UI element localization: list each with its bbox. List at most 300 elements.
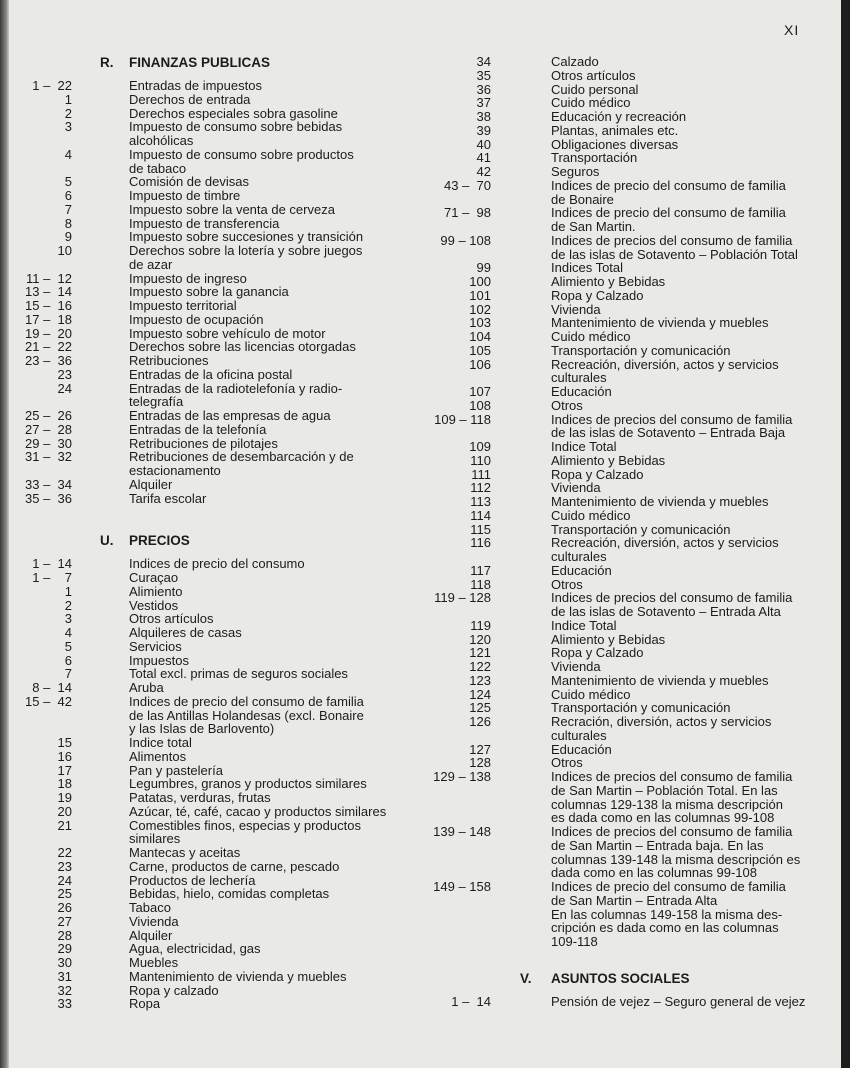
column-number: 23 xyxy=(57,366,72,382)
column-number: 39 xyxy=(476,122,491,138)
index-entry xyxy=(10,557,410,571)
column-number: 11 – 12 xyxy=(25,270,72,286)
index-entry xyxy=(10,492,410,506)
entry-description: Cuido médico xyxy=(551,507,631,523)
column-number: 16 xyxy=(57,748,72,764)
entry-description: Carne, productos de carne, pescado xyxy=(129,858,340,874)
index-entry xyxy=(420,591,812,619)
entry-description: Derechos especiales sobra gasoline xyxy=(129,105,338,121)
index-entry xyxy=(10,409,410,423)
entry-description: Vestidos xyxy=(129,597,179,613)
index-entry xyxy=(10,107,410,121)
section-heading-r xyxy=(10,55,410,71)
index-entry xyxy=(10,571,410,585)
column-number: 139 – 148 xyxy=(433,824,491,839)
section-title: ASUNTOS SOCIALES xyxy=(551,970,690,986)
entry-description: Indices de precios del consumo de familia de San Martin – Población Total. En las columnas 129-138 la misma descripción es dada como en las columnas 99-108 xyxy=(551,769,793,826)
entry-description: Derechos sobre las licencias otorgadas xyxy=(129,339,356,355)
index-entry xyxy=(10,120,410,148)
index-entry xyxy=(10,777,410,791)
entry-description: Indices de precio del consumo de familia de San Martin – Entrada Alta En las columnas 149-158 la misma des- cripción es dada como en las columnas 109-118 xyxy=(551,879,786,949)
column-number: 116 xyxy=(470,535,491,551)
entry-description: Derechos sobre la lotería y sobre juegos de azar xyxy=(129,243,363,272)
index-entry xyxy=(420,825,812,880)
index-entry xyxy=(10,626,410,640)
entry-description: Vivienda xyxy=(551,480,601,496)
index-entry xyxy=(10,695,410,736)
entry-description: Mantenimiento de vivienda y muebles xyxy=(551,672,769,688)
column-number: 5 xyxy=(64,638,72,654)
column-number: 110 xyxy=(470,452,491,468)
index-entry xyxy=(420,413,812,441)
entry-description: Aruba xyxy=(129,680,164,695)
index-entry xyxy=(420,536,812,564)
entry-description: Comestibles finos, especias y productos similares xyxy=(129,817,361,847)
column-number: 123 xyxy=(469,672,491,688)
index-entry xyxy=(420,358,812,386)
column-number: 71 – 98 xyxy=(444,205,491,221)
index-entry xyxy=(420,509,812,523)
index-entry xyxy=(420,55,812,69)
column-number: 115 xyxy=(470,521,491,537)
column-number: 15 – 42 xyxy=(25,693,72,709)
entry-description: Transportación y comunicación xyxy=(551,521,731,537)
entry-description: Educación xyxy=(551,384,612,399)
index-entry xyxy=(420,468,812,482)
entry-description: Indices de precio del consumo de familia de las Antillas Holandesas (excl. Bonaire y las Islas de Barlovento) xyxy=(129,693,364,737)
column-number: 41 xyxy=(476,150,491,166)
index-entry xyxy=(10,874,410,888)
entry-description: Indice Total xyxy=(551,439,617,454)
column-number: 117 xyxy=(470,562,491,578)
column-number: 29 xyxy=(57,941,72,957)
column-number: 9 xyxy=(64,229,72,245)
entry-description: Otros xyxy=(551,576,583,592)
entry-description: Cuido médico xyxy=(551,95,631,111)
index-entry xyxy=(420,995,812,1009)
entry-description: Indice Total xyxy=(551,617,617,633)
index-entry xyxy=(10,313,410,327)
column-number: 109 – 118 xyxy=(434,411,491,427)
column-number: 129 – 138 xyxy=(433,769,491,784)
index-entry xyxy=(420,481,812,495)
index-entry xyxy=(10,791,410,805)
index-entry xyxy=(420,688,812,702)
index-entry xyxy=(420,96,812,110)
index-entry xyxy=(10,640,410,654)
column-number: 1 xyxy=(64,583,72,599)
page-edge xyxy=(841,0,850,1068)
index-entry xyxy=(420,880,812,949)
index-entry xyxy=(420,316,812,330)
index-entry xyxy=(10,915,410,929)
column-number: 128 xyxy=(469,755,491,771)
column-number: 107 xyxy=(469,384,491,399)
index-entry xyxy=(10,929,410,943)
column-number: 114 xyxy=(470,507,491,523)
entry-description: Transportación xyxy=(551,150,638,166)
section-heading-u xyxy=(10,533,410,549)
section-title: PRECIOS xyxy=(129,533,190,549)
entry-description: Educación xyxy=(551,562,612,578)
column-number: 10 xyxy=(57,243,72,258)
index-entry xyxy=(420,83,812,97)
column-number: 126 xyxy=(469,714,491,729)
column-number: 122 xyxy=(469,659,491,674)
entry-description: Recreación, diversión, actos y servicios culturales xyxy=(551,535,779,564)
index-entry xyxy=(10,984,410,998)
entry-description: Impuesto sobre la ganancia xyxy=(129,284,289,300)
column-number: 23 xyxy=(57,858,72,874)
column-number: 99 – 108 xyxy=(440,232,491,248)
entry-description: Patatas, verduras, frutas xyxy=(129,790,271,805)
column-number: 35 xyxy=(476,67,491,83)
index-entry xyxy=(420,646,812,660)
index-entry xyxy=(10,423,410,437)
entry-description: Entradas de las empresas de agua xyxy=(129,408,331,423)
index-entry xyxy=(420,743,812,757)
entry-description: Indices Total xyxy=(551,260,624,276)
index-entry xyxy=(420,124,812,138)
entry-description: Mantecas y aceitas xyxy=(129,845,241,860)
index-entry xyxy=(10,437,410,451)
column-number: 33 xyxy=(57,996,72,1012)
entry-description: Plantas, animales etc. xyxy=(551,122,679,138)
index-entry xyxy=(420,660,812,674)
index-entry xyxy=(10,79,410,93)
entry-description: Impuesto de ocupación xyxy=(129,311,264,327)
index-entry xyxy=(420,633,812,647)
entry-description: Muebles xyxy=(129,955,179,970)
index-entry xyxy=(420,495,812,509)
entry-description: Alimiento y Bebidas xyxy=(551,274,666,289)
index-entry xyxy=(10,667,410,681)
column-number: 2 xyxy=(64,105,72,121)
column-number: 101 xyxy=(469,287,491,303)
column-number: 6 xyxy=(64,652,72,668)
entry-description: Vivienda xyxy=(551,301,601,317)
column-number: 17 – 18 xyxy=(25,311,72,327)
index-entry xyxy=(420,715,812,743)
entry-description: Recreación, diversión, actos y servicios culturales xyxy=(551,356,779,386)
entry-description: Indice total xyxy=(129,735,192,750)
column-number: 22 xyxy=(57,845,72,860)
index-entry xyxy=(10,750,410,764)
entry-description: Derechos de entrada xyxy=(129,91,251,107)
entry-description: Obligaciones diversas xyxy=(551,136,679,152)
entry-description: Mantenimiento de vivienda y muebles xyxy=(129,968,347,984)
column-number: 27 xyxy=(57,913,72,929)
index-entry xyxy=(10,736,410,750)
column-number: 4 xyxy=(64,625,72,640)
column-number: 18 xyxy=(57,776,72,792)
entry-description: Retribuciones de desembarcación y de estacionamento xyxy=(129,449,354,478)
column-number: 26 xyxy=(57,900,72,915)
column-number: 106 xyxy=(469,356,491,372)
column-number: 7 xyxy=(64,666,72,682)
index-entry xyxy=(10,203,410,217)
entry-description: Indices de precios del consumo de familia de las islas de Sotavento – Entrada Baja xyxy=(551,411,793,441)
column-number: 32 xyxy=(57,982,72,998)
column-number: 119 – 128 xyxy=(434,590,491,606)
entry-description: Calzado xyxy=(551,54,599,69)
entry-description: Mantenimiento de vivienda y muebles xyxy=(551,315,769,331)
entry-description: Ropa y Calzado xyxy=(551,466,644,482)
entry-description: Educación y recreación xyxy=(551,109,687,124)
asuntos-sociales-list xyxy=(420,995,812,1009)
index-entry xyxy=(420,179,812,207)
column-number: 8 xyxy=(64,215,72,231)
entry-description: Alquileres de casas xyxy=(129,625,242,640)
index-entry xyxy=(10,354,410,368)
entry-description: Entradas de la telefonía xyxy=(129,421,267,437)
index-entry xyxy=(420,399,812,413)
entry-description: Indices de precios del consumo de familia de las islas de Sotavento – Entrada Alta xyxy=(551,590,793,619)
index-entry xyxy=(10,478,410,492)
index-entry xyxy=(420,619,812,633)
index-entry xyxy=(10,860,410,874)
finanzas-publicas-list xyxy=(10,79,410,505)
index-entry xyxy=(420,69,812,83)
index-entry xyxy=(420,289,812,303)
entry-description: Ropa y calzado xyxy=(129,982,219,998)
entry-description: Impuesto sobre vehículo de motor xyxy=(129,325,326,341)
entry-description: Alquiler xyxy=(129,476,173,492)
column-number: 21 xyxy=(57,817,72,833)
section-letter: V. xyxy=(520,970,532,986)
index-entry xyxy=(10,244,410,272)
index-entry xyxy=(420,261,812,275)
column-number: 121 xyxy=(469,645,491,661)
entry-description: Entradas de impuestos xyxy=(129,78,262,93)
entry-description: Legumbres, granos y productos similares xyxy=(129,776,367,792)
section-title: FINANZAS PUBLICAS xyxy=(129,55,270,71)
column-number: 40 xyxy=(476,136,491,152)
section-heading-v xyxy=(420,971,812,987)
column-number: 1 – 14 xyxy=(451,993,491,1009)
column-number: 111 xyxy=(471,466,491,482)
entry-description: Impuesto territorial xyxy=(129,298,237,313)
index-entry xyxy=(10,327,410,341)
column-number: 113 xyxy=(470,494,491,509)
index-entry xyxy=(10,997,410,1011)
entry-description: Retribuciones de pilotajes xyxy=(129,435,278,451)
index-entry xyxy=(10,846,410,860)
index-entry xyxy=(10,299,410,313)
index-entry xyxy=(10,189,410,203)
entry-description: Indices de precio del consumo de familia de San Martin. xyxy=(551,205,786,234)
column-number: 19 xyxy=(57,790,72,805)
entry-description: Alimiento y Bebidas xyxy=(551,452,666,468)
entry-description: Ropa y Calzado xyxy=(551,287,644,303)
index-entry xyxy=(10,654,410,668)
column-number: 99 xyxy=(476,260,491,276)
entry-description: Indices de precios del consumo de familia de San Martin – Entrada baja. En las columnas 139-148 la misma descripción es dada como en las columnas 99-108 xyxy=(551,824,801,881)
index-entry xyxy=(10,368,410,382)
column-number: 25 – 26 xyxy=(25,408,72,423)
index-entry xyxy=(420,454,812,468)
index-entry xyxy=(10,805,410,819)
column-number: 19 – 20 xyxy=(25,325,72,341)
column-number: 125 xyxy=(469,700,491,716)
index-entry xyxy=(420,701,812,715)
column-number: 36 xyxy=(476,81,491,97)
entry-description: Cuido personal xyxy=(551,81,639,97)
entry-description: Otros xyxy=(551,755,583,771)
entry-description: Indices de precio del consumo de familia de Bonaire xyxy=(551,177,786,207)
entry-description: Entradas de la radiotelefonía y radio- telegrafía xyxy=(129,380,343,410)
entry-description: Vivienda xyxy=(551,659,601,674)
column-number: 149 – 158 xyxy=(433,879,491,894)
column-number: 1 – 14 xyxy=(32,556,72,572)
index-entry xyxy=(10,764,410,778)
index-entry xyxy=(10,819,410,847)
precios-list-continued xyxy=(420,55,812,949)
column-number: 29 – 30 xyxy=(25,435,72,451)
index-entry xyxy=(10,382,410,410)
index-entry xyxy=(10,285,410,299)
column-number: 42 xyxy=(476,164,491,179)
column-number: 105 xyxy=(469,342,491,358)
entry-description: Pensión de vejez – Seguro general de vejez xyxy=(551,993,806,1009)
entry-description: Retribuciones xyxy=(129,353,209,368)
index-entry xyxy=(10,175,410,189)
index-entry xyxy=(420,440,812,454)
entry-description: Seguros xyxy=(551,164,600,179)
entry-description: Otros xyxy=(551,397,583,413)
column-number: 38 xyxy=(476,109,491,124)
column-number: 15 xyxy=(57,735,72,750)
entry-description: Tabaco xyxy=(129,900,171,915)
column-number: 34 xyxy=(476,54,491,69)
index-entry xyxy=(420,206,812,234)
column-number: 33 – 34 xyxy=(25,476,72,492)
section-letter: R. xyxy=(100,55,114,71)
index-entry xyxy=(420,234,812,262)
index-entry xyxy=(420,138,812,152)
index-entry xyxy=(10,970,410,984)
index-entry xyxy=(420,165,812,179)
index-entry xyxy=(10,612,410,626)
index-entry xyxy=(10,887,410,901)
section-letter: U. xyxy=(100,533,114,549)
column-number: 28 xyxy=(57,927,72,943)
index-entry xyxy=(10,148,410,176)
column-number: 102 xyxy=(469,301,491,317)
entry-description: Productos de lechería xyxy=(129,872,256,888)
entry-description: Alimiento y Bebidas xyxy=(551,631,666,647)
entry-description: Alimentos xyxy=(129,748,187,764)
index-entry xyxy=(10,901,410,915)
column-number: 108 xyxy=(469,397,491,413)
entry-description: Bebidas, hielo, comidas completas xyxy=(129,886,330,902)
index-entry xyxy=(420,770,812,825)
left-column xyxy=(10,55,410,1011)
column-number: 30 xyxy=(57,955,72,970)
column-number: 100 xyxy=(469,274,491,289)
index-entry xyxy=(420,385,812,399)
index-entry xyxy=(10,230,410,244)
column-number: 112 xyxy=(470,480,491,496)
index-entry xyxy=(420,303,812,317)
index-entry xyxy=(10,942,410,956)
index-entry xyxy=(420,275,812,289)
index-entry xyxy=(10,585,410,599)
column-number: 104 xyxy=(469,329,491,344)
entry-description: Otros artículos xyxy=(129,611,214,627)
entry-description: Alquiler xyxy=(129,927,173,943)
index-entry xyxy=(420,578,812,592)
column-number: 5 xyxy=(64,174,72,190)
column-number: 119 xyxy=(470,617,491,633)
entry-description: Vivienda xyxy=(129,913,179,929)
entry-description: Tarifa escolar xyxy=(129,490,207,506)
column-number: 6 xyxy=(64,188,72,203)
index-entry xyxy=(420,151,812,165)
index-entry xyxy=(10,681,410,695)
index-entry xyxy=(420,523,812,537)
column-number: 31 xyxy=(57,968,72,984)
column-number: 8 – 14 xyxy=(32,680,72,695)
entry-description: Recración, diversión, actos y servicios culturales xyxy=(551,714,772,743)
entry-description: Curaçao xyxy=(129,570,179,585)
entry-description: Otros artículos xyxy=(551,67,636,83)
entry-description: Indices de precios del consumo de familia de las islas de Sotavento – Población Total xyxy=(551,232,798,262)
entry-description: Impuesto de timbre xyxy=(129,188,241,203)
index-entry xyxy=(10,93,410,107)
column-number: 20 xyxy=(57,803,72,819)
column-number: 4 xyxy=(64,146,72,162)
page-number: XI xyxy=(784,22,800,38)
column-number: 109 xyxy=(469,439,491,454)
index-entry xyxy=(10,217,410,231)
column-number: 35 – 36 xyxy=(25,490,72,506)
column-number: 120 xyxy=(469,631,491,647)
column-number: 1 – 22 xyxy=(32,78,72,93)
entry-description: Comisión de devisas xyxy=(129,174,249,190)
index-entry xyxy=(420,330,812,344)
entry-description: Indices de precio del consumo xyxy=(129,556,305,572)
entry-description: Impuesto de ingreso xyxy=(129,270,247,286)
column-number: 21 – 22 xyxy=(25,339,72,355)
right-column xyxy=(420,55,812,1009)
entry-description: Mantenimiento de vivienda y muebles xyxy=(551,494,769,509)
entry-description: Transportación y comunicación xyxy=(551,700,731,716)
entry-description: Servicios xyxy=(129,638,182,654)
entry-description: Cuido médico xyxy=(551,329,631,344)
column-number: 25 xyxy=(57,886,72,902)
entry-description: Impuesto de transferencia xyxy=(129,215,280,231)
column-number: 24 xyxy=(57,380,72,396)
index-entry xyxy=(10,599,410,613)
column-number: 43 – 70 xyxy=(444,177,491,193)
index-entry xyxy=(10,956,410,970)
column-number: 23 – 36 xyxy=(25,353,72,368)
index-entry xyxy=(10,272,410,286)
precios-list xyxy=(10,557,410,1011)
column-number: 118 xyxy=(470,576,491,592)
column-number: 15 – 16 xyxy=(25,298,72,313)
index-entry xyxy=(10,450,410,478)
entry-description: Ropa xyxy=(129,996,161,1012)
column-number: 37 xyxy=(476,95,491,111)
entry-description: Impuesto sobre la venta de cerveza xyxy=(129,201,335,217)
column-number: 17 xyxy=(57,762,72,778)
column-number: 103 xyxy=(469,315,491,331)
book-binding-shadow xyxy=(0,0,9,1068)
entry-description: Impuestos xyxy=(129,652,189,668)
entry-description: Entradas de la oficina postal xyxy=(129,366,293,382)
